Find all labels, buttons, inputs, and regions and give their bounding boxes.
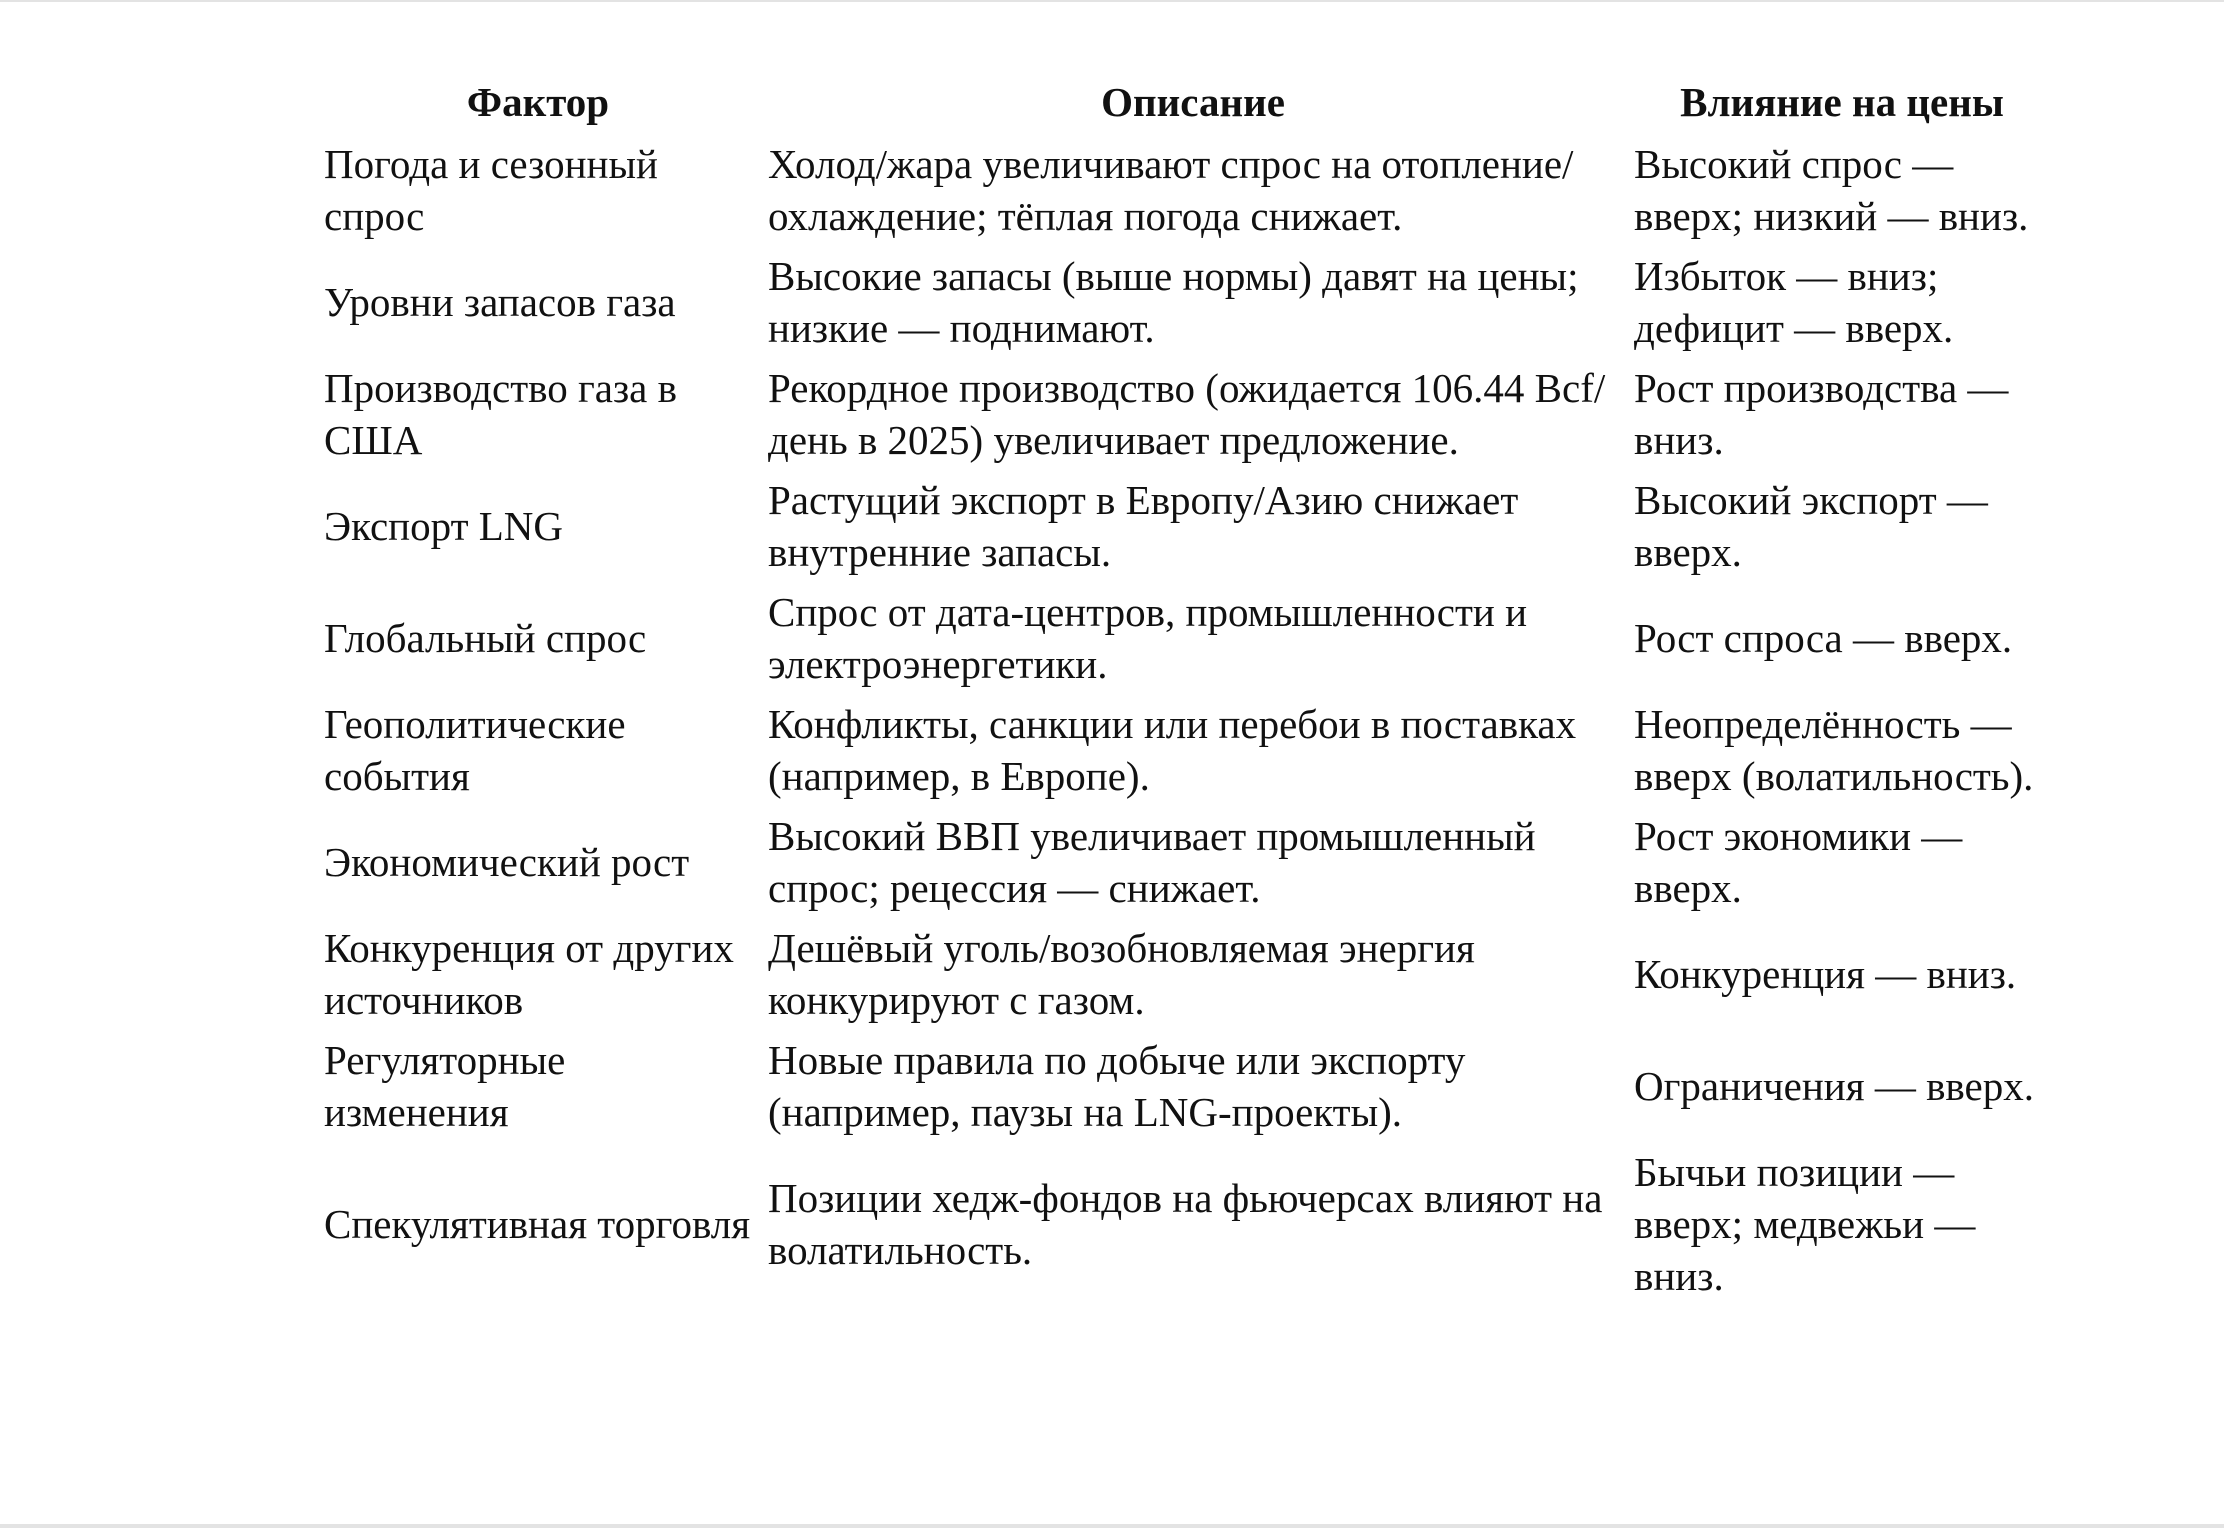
factor-cell: Конкуренция от других источников — [324, 925, 734, 1023]
impact-cell: Избыток — вниз; дефицит — вверх. — [1634, 253, 1954, 351]
description-cell: Высокие запасы (выше нормы) давят на цены; низкие — поднимают. — [768, 253, 1579, 351]
header-factor: Фактор — [466, 79, 610, 125]
description-cell: Спрос от дата-центров, промышленности и электроэнергетики. — [768, 589, 1528, 687]
impact-cell: Высокий экспорт — вверх. — [1634, 477, 1988, 575]
factor-cell: Спекулятивная торговля — [324, 1201, 751, 1247]
factor-cell: Глобальный спрос — [324, 615, 647, 661]
impact-cell: Рост спроса — вверх. — [1634, 615, 2013, 661]
description-cell: Дешёвый уголь/возобновляемая энергия конкурируют с газом. — [768, 925, 1475, 1023]
table-header — [316, 72, 2058, 134]
top-divider — [0, 0, 2224, 2]
factor-cell: Уровни запасов газа — [324, 279, 676, 325]
description-cell: Высокий ВВП увеличивает промышленный спрос; рецессия — снижает. — [768, 813, 1536, 911]
factor-cell: Геополитические события — [324, 701, 626, 799]
header-row — [316, 72, 2058, 134]
table-row — [316, 134, 2058, 246]
table-row — [316, 1030, 2058, 1142]
impact-cell: Конкуренция — вниз. — [1634, 951, 2017, 997]
factor-cell: Погода и сезонный спрос — [324, 141, 658, 239]
description-cell: Конфликты, санкции или перебои в поставках (например, в Европе). — [768, 701, 1577, 799]
description-cell: Рекордное производство (ожидается 106.44 Bcf/день в 2025) увеличивает предложение. — [768, 365, 1606, 463]
table-row — [316, 358, 2058, 470]
factor-cell: Экспорт LNG — [324, 503, 563, 549]
factor-cell: Регуляторные изменения — [324, 1037, 566, 1135]
description-cell: Новые правила по добыче или экспорту (например, паузы на LNG-проекты). — [768, 1037, 1466, 1135]
impact-cell: Бычьи позиции — вверх; медвежьи — вниз. — [1634, 1149, 1976, 1299]
description-cell: Позиции хедж-фондов на фьючерсах влияют на волатильность. — [768, 1175, 1603, 1273]
description-cell: Холод/жара увеличивают спрос на отопление/охлаждение; тёплая погода снижает. — [768, 141, 1574, 239]
impact-cell: Рост экономики — вверх. — [1634, 813, 1963, 911]
table-row — [316, 918, 2058, 1030]
factor-cell: Экономический рост — [324, 839, 690, 885]
table-row — [316, 1142, 2058, 1306]
table-row — [316, 470, 2058, 582]
header-description: Описание — [1101, 79, 1285, 125]
table-row — [316, 694, 2058, 806]
impact-cell: Высокий спрос — вверх; низкий — вниз. — [1634, 141, 2029, 239]
price-factors-table — [316, 72, 2058, 1306]
impact-cell: Неопределённость — вверх (волатильность). — [1634, 701, 2034, 799]
table-row — [316, 806, 2058, 918]
impact-cell: Ограничения — вверх. — [1634, 1063, 2034, 1109]
header-price-impact: Влияние на цены — [1680, 79, 2004, 125]
bottom-divider — [0, 1524, 2224, 1528]
factor-cell: Производство газа в США — [324, 365, 677, 463]
table-body — [316, 134, 2058, 1306]
impact-cell: Рост производства — вниз. — [1634, 365, 2009, 463]
description-cell: Растущий экспорт в Европу/Азию снижает внутренние запасы. — [768, 477, 1519, 575]
table-row — [316, 582, 2058, 694]
table-row — [316, 246, 2058, 358]
